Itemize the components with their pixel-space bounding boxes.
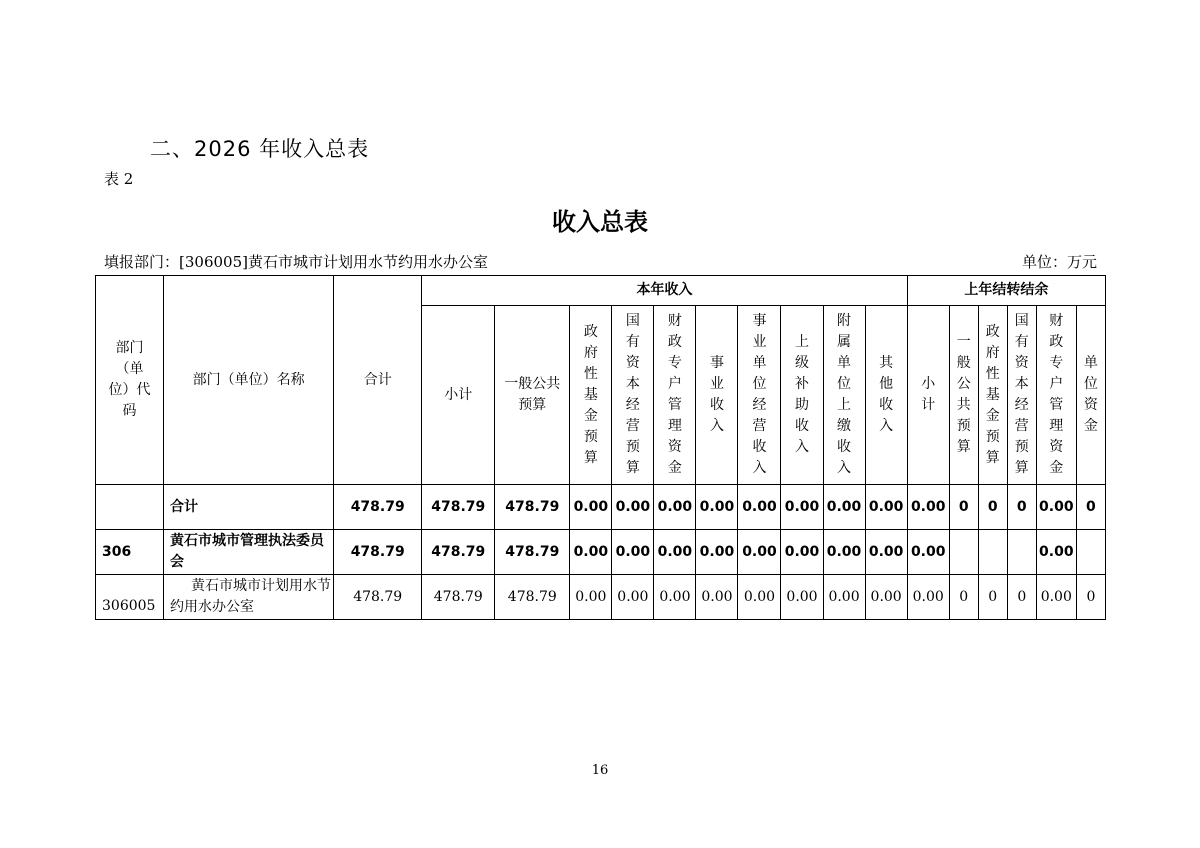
cell-value: 0.00: [781, 485, 823, 530]
cell-value: 478.79: [495, 485, 570, 530]
page-title: 收入总表: [552, 208, 648, 236]
cell-value: 0: [1007, 575, 1036, 620]
cell-value: 0: [1076, 485, 1105, 530]
col-header: 一般公共预算: [949, 306, 978, 485]
cell-code: 306: [96, 530, 164, 575]
table-row: [96, 575, 1106, 620]
cell-value: 0.00: [1036, 485, 1076, 530]
cell-value: 0.00: [823, 575, 865, 620]
cell-value: 478.79: [422, 530, 495, 575]
cell-value: 0.00: [612, 485, 654, 530]
col-header: 单位资金: [1076, 306, 1105, 485]
cell-value: 0.00: [865, 530, 907, 575]
cell-value: 0.00: [570, 575, 612, 620]
cell-value: 0: [1007, 485, 1036, 530]
cell-name: 黄石市城市计划用水节约用水办公室: [164, 575, 334, 620]
cell-value: 0.00: [907, 530, 949, 575]
col-header: 事业单位经营收入: [738, 306, 781, 485]
cell-value: 0.00: [738, 485, 781, 530]
cell-total: 478.79: [334, 575, 422, 620]
cell-value: 0.00: [654, 485, 696, 530]
col-header: 国有资本经营预算: [1007, 306, 1036, 485]
section-heading: 二、2026 年收入总表: [150, 137, 370, 161]
cell-value: 0: [978, 575, 1007, 620]
cell-value: 0: [949, 485, 978, 530]
income-summary-table: [95, 275, 1106, 620]
col-header: 附属单位上缴收入: [823, 306, 865, 485]
cell-value: 0.00: [781, 530, 823, 575]
cell-value: 0.00: [654, 575, 696, 620]
cell-value: 478.79: [422, 575, 495, 620]
cell-value: 0.00: [654, 530, 696, 575]
header-total: 合计: [334, 276, 422, 485]
cell-value: 0.00: [612, 530, 654, 575]
cell-value: 0.00: [865, 485, 907, 530]
cell-total: 478.79: [334, 530, 422, 575]
cell-code: [96, 485, 164, 530]
table-row: [96, 530, 1106, 575]
header-group-row: [96, 276, 1106, 306]
cell-value: 478.79: [495, 575, 570, 620]
cell-value: [1076, 530, 1105, 575]
header-dept-code: 部门（单位）代码: [96, 276, 164, 485]
col-header: 事业收入: [696, 306, 738, 485]
cell-value: 0.00: [570, 530, 612, 575]
cell-value: 0: [978, 485, 1007, 530]
cell-value: 0.00: [907, 485, 949, 530]
cell-value: 0: [949, 575, 978, 620]
cell-value: 0.00: [738, 530, 781, 575]
cell-value: 0.00: [1036, 530, 1076, 575]
cell-value: 0.00: [696, 575, 738, 620]
header-current-year: 本年收入: [422, 276, 907, 306]
cell-name: 合计: [164, 485, 334, 530]
cell-value: 0.00: [570, 485, 612, 530]
cell-value: 0.00: [823, 485, 865, 530]
cell-name: 黄石市城市管理执法委员会: [164, 530, 334, 575]
header-carryover: 上年结转结余: [907, 276, 1105, 306]
cell-value: [949, 530, 978, 575]
cell-code: 306005: [96, 575, 164, 620]
col-header: 上级补助收入: [781, 306, 823, 485]
col-header: 小计: [422, 306, 495, 485]
fill-department: 填报部门：[306005]黄石市城市计划用水节约用水办公室: [104, 253, 488, 271]
cell-value: 0.00: [1036, 575, 1076, 620]
cell-value: 478.79: [495, 530, 570, 575]
cell-value: 0.00: [781, 575, 823, 620]
unit-label: 单位：万元: [1021, 253, 1097, 271]
col-header: 政府性基金预算: [570, 306, 612, 485]
cell-value: 0.00: [907, 575, 949, 620]
cell-value: 0.00: [738, 575, 781, 620]
col-header: 财政专户管理资金: [1036, 306, 1076, 485]
cell-value: 478.79: [422, 485, 495, 530]
col-header: 小计: [907, 306, 949, 485]
cell-value: 0.00: [612, 575, 654, 620]
cell-total: 478.79: [334, 485, 422, 530]
cell-value: [978, 530, 1007, 575]
col-header: 政府性基金预算: [978, 306, 1007, 485]
cell-value: 0: [1076, 575, 1105, 620]
col-header: 其他收入: [865, 306, 907, 485]
table-number: 表 2: [104, 170, 134, 188]
cell-value: 0.00: [865, 575, 907, 620]
page-number: 16: [591, 763, 609, 778]
cell-value: 0.00: [696, 530, 738, 575]
cell-value: 0.00: [696, 485, 738, 530]
cell-value: 0.00: [823, 530, 865, 575]
col-header: 国有资本经营预算: [612, 306, 654, 485]
cell-value: [1007, 530, 1036, 575]
col-header: 一般公共预算: [495, 306, 570, 485]
header-dept-name: 部门（单位）名称: [164, 276, 334, 485]
col-header: 财政专户管理资金: [654, 306, 696, 485]
table-row-total: [96, 485, 1106, 530]
